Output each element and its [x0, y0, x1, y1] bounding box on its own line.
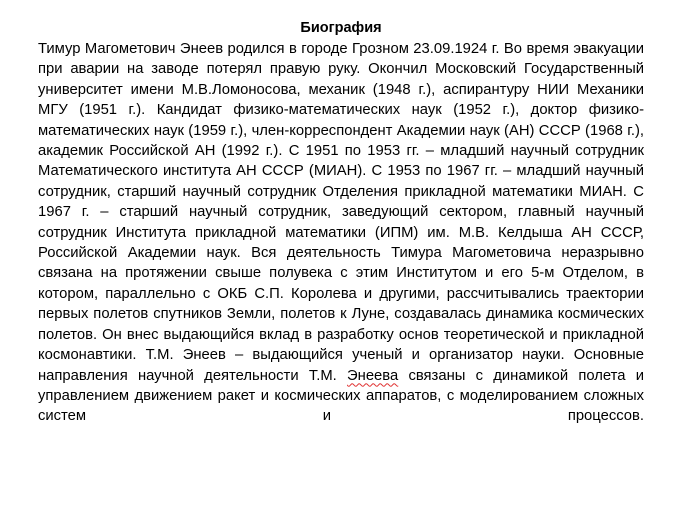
- document-title: Биография: [300, 20, 382, 36]
- biography-paragraph: [38, 39, 644, 427]
- paragraph-text-end: связаны с динамикой полета и управлением движением ракет и космических аппаратов, с моделированием сложных систем и процессов.: [38, 367, 644, 425]
- misspelled-word[interactable]: Энеева: [347, 367, 399, 384]
- document-page: [38, 18, 644, 427]
- paragraph-text-start: Тимур Магометович Энеев родился в городе Грозном 23.09.1924 г. Во время эвакуации при аварии на заводе потерял правую руку. Окончил Московский Государственный университет имени М.В.Ломоносова, механик (1948 г.), аспирантуру НИИ Механики МГУ (1951 г.). Кандидат физико-математических наук (1952 г.), доктор физико-математических наук (1959 г.), член-корреспондент Академии наук (АН) СССР (1968 г.), академик Российской АН (1992 г.). С 1951 по 1953 гг. – младший научный сотрудник Математического института АН СССР (МИАН). С 1953 по 1967 гг. – младший научный сотрудник, старший научный сотрудник Отделения прикладной математики МИАН. С 1967 г. – старший научный сотрудник, заведующий сектором, главный научный сотрудник Института прикладной математики (ИПМ) им. М.В. Келдыша АН СССР, Российской Академии наук. Вся деятельность Тимура Магометовича неразрывно связана на протяжении свыше полувека с этим Институтом и его 5-м Отделом, в котором, параллельно с ОКБ С.П. Королева и другими, рассчитывались траектории первых полетов спутников Земли, полетов к Луне, создавалась динамика космических полетов. Он внес выдающийся вклад в разработку основ теоретической и прикладной космонавтики. Т.М. Энеев – выдающийся ученый и организатор науки. Основные направления научной деятельности Т.М.: [38, 41, 644, 384]
